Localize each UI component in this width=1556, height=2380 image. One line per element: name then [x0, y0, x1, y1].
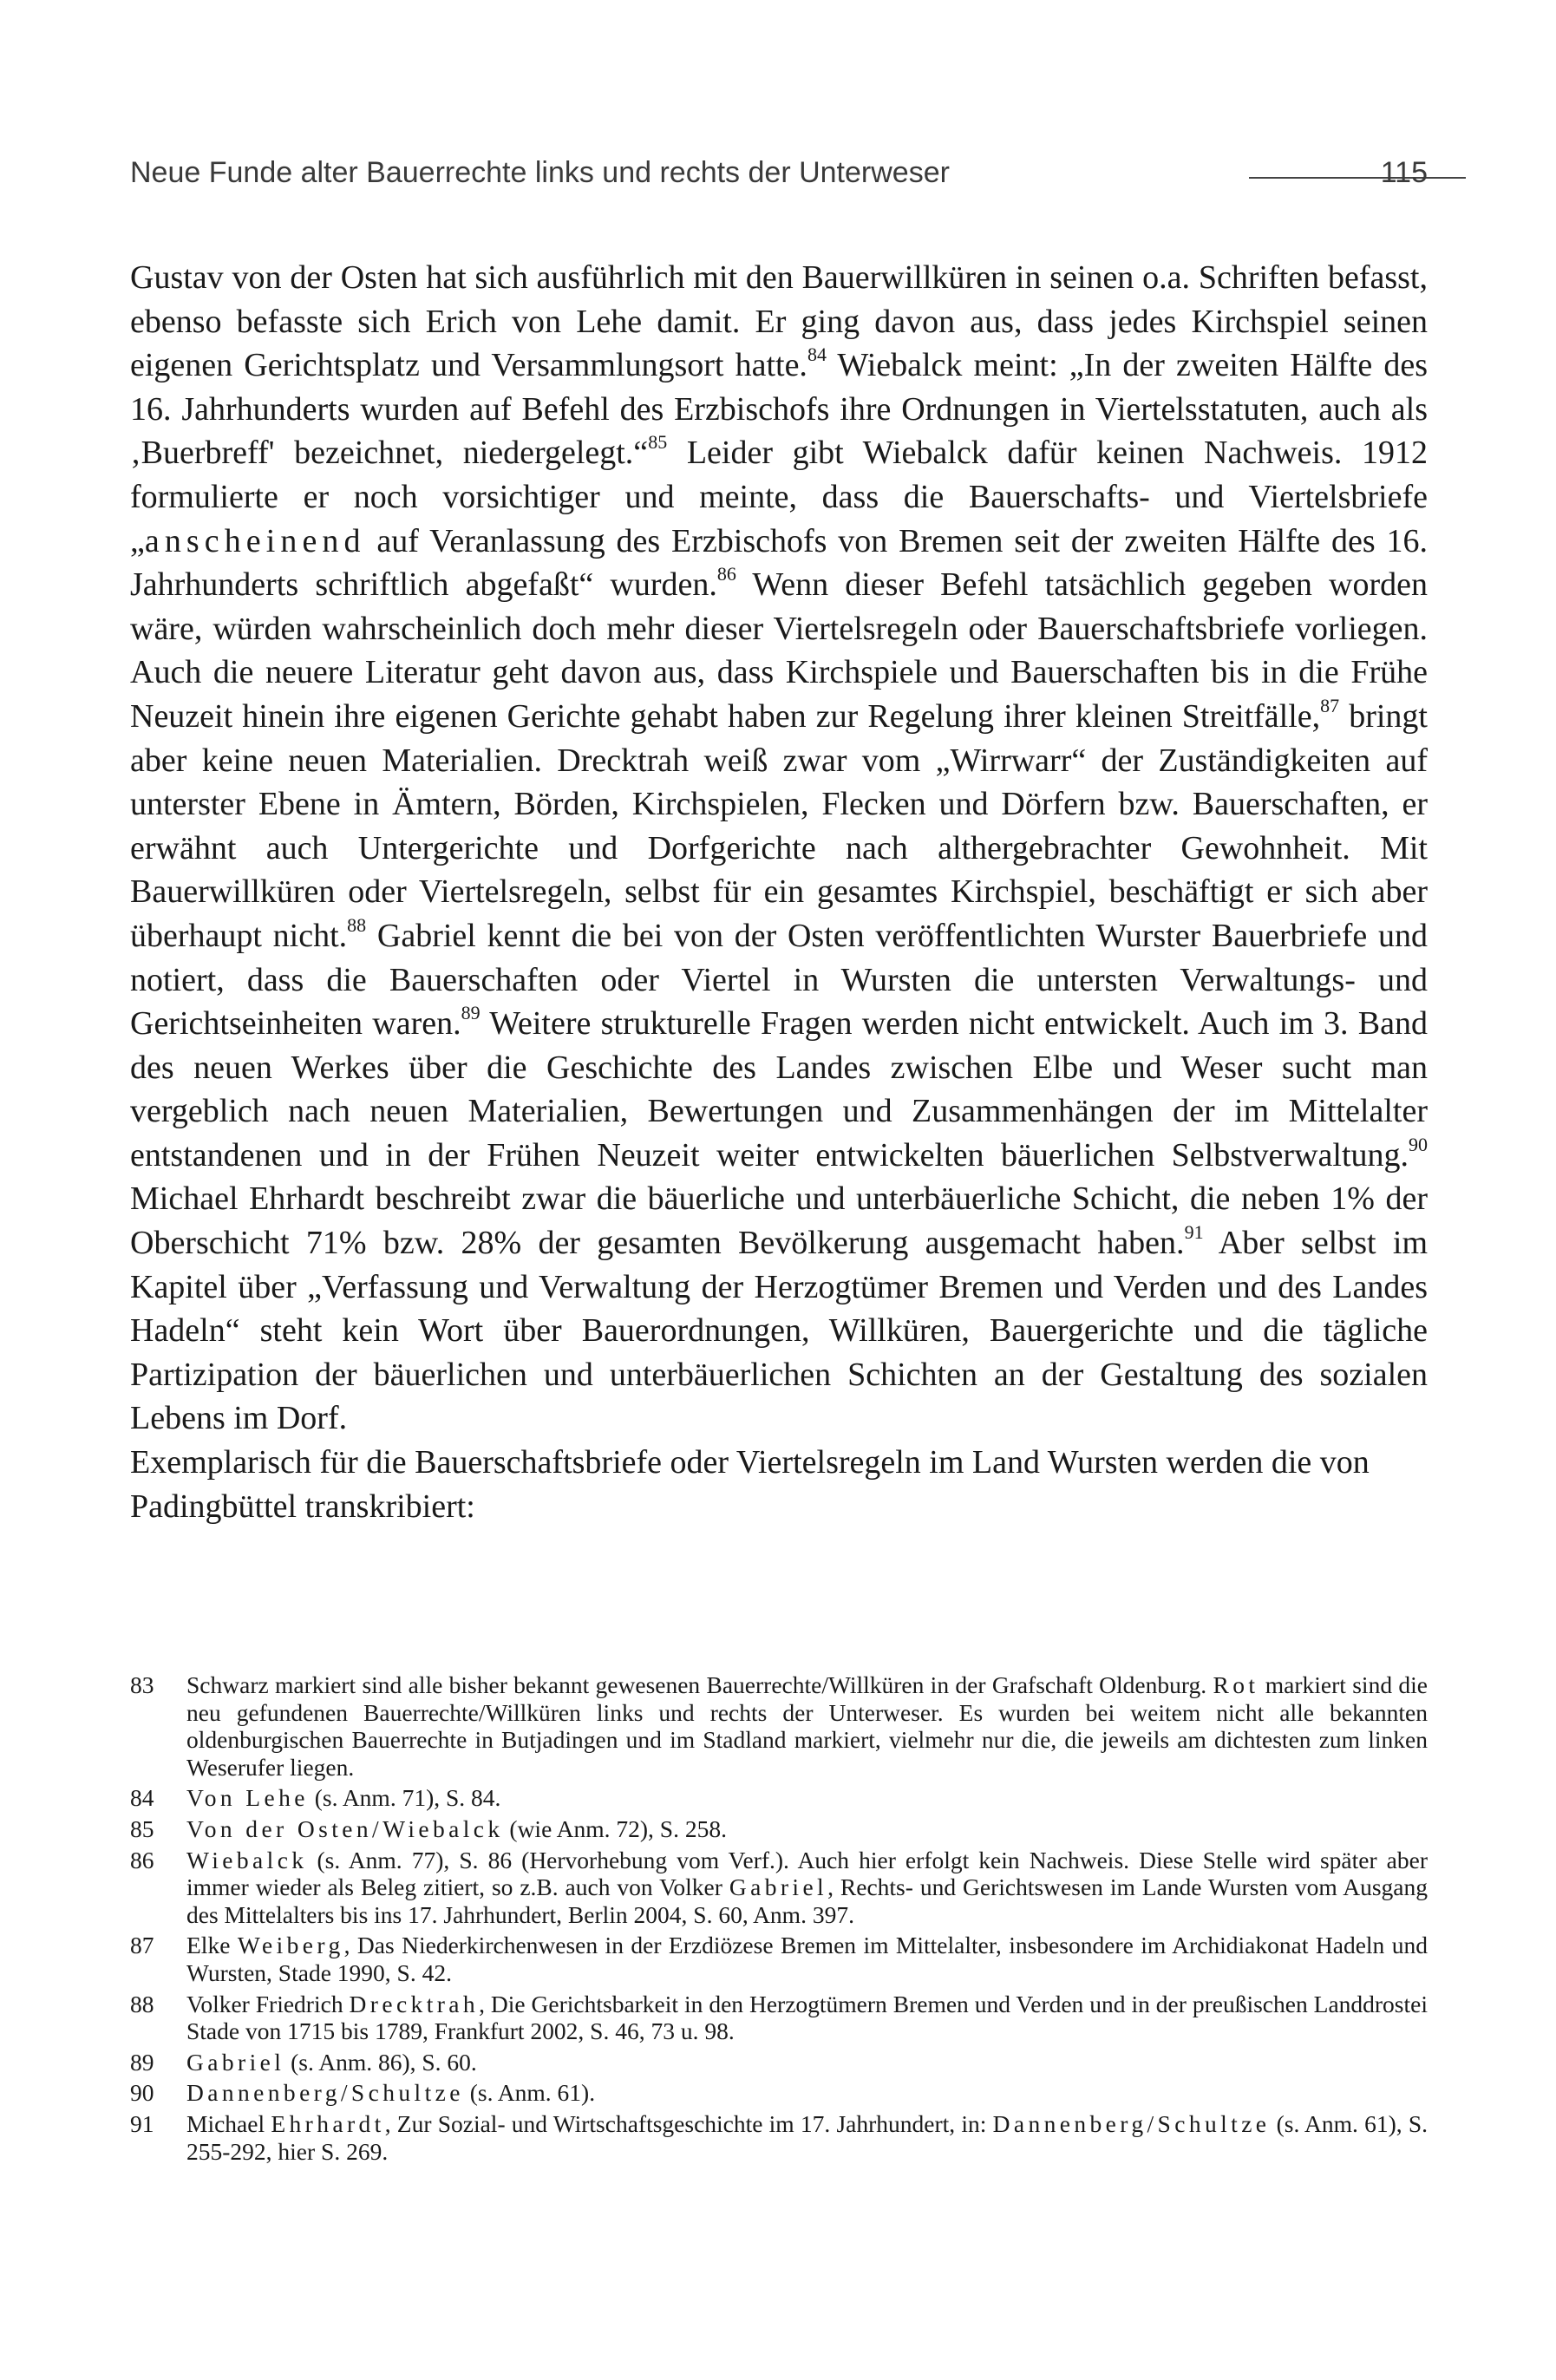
footnote-text-run: Volker Friedrich [186, 1990, 350, 2017]
emphasis-spaced: anscheinend [144, 522, 366, 559]
running-head-title: Neue Funde alter Bauerrechte links und rechts der Unterweser [130, 156, 950, 189]
footnote-text-run: Michael [186, 2109, 271, 2137]
footnote-text-run: (s. Anm. 77), S. 86 (Hervorhebung vom Verf.). Auch hier erfolgt kein Nachweis. Diese Stelle wird später aber immer wieder als Beleg zitiert, so z.B. auch von Volker [186, 1846, 1428, 1901]
footnote-text-run: (s. Anm. 61), S. 255-292, hier S. 269. [186, 2109, 1429, 2165]
footnote-number: 90 [130, 2079, 154, 2107]
footnote-text-run: , Die Gerichtsbarkeit in den Herzogtümern Bremen und Verden und in der preußischen Landdrostei Stade von 1715 bis 1789, Frankfurt 2002, S. 46, 73 u. 98. [186, 1990, 1429, 2045]
author-name-spaced: Dannenberg/Schultze [992, 2109, 1271, 2137]
text-run: Leider gibt Wiebalck dafür keinen Nachweis. 1912 formulierte er noch vorsichtiger und meinte, dass die Bauerschafts- und Viertelsbriefe „ [130, 435, 1428, 559]
footnote-text [186, 1671, 1428, 1781]
author-name-spaced: Wiebalck [186, 1846, 308, 1873]
footnote [130, 1991, 1428, 2045]
page-number: 115 [1380, 156, 1428, 189]
footnote [130, 2049, 1428, 2076]
footnote-text [186, 2079, 1428, 2107]
footnote-number: 87 [130, 1932, 154, 1959]
text-run: Michael Ehrhardt beschreibt zwar die bäuerliche und unterbäuerliche Schicht, die neben 1% der Oberschicht 71% bzw. 28% der gesamten Bevölkerung ausgemacht haben. [130, 1180, 1428, 1262]
footnote-text [186, 1847, 1428, 1929]
author-name-spaced: Gabriel [729, 1873, 828, 1901]
text-run: Wiebalck meint: „In der zweiten Hälfte des 16. Jahrhunderts wurden auf Befehl des Erzbischofs ihre Ordnungen in Viertelsstatuten, auch als ‚Buerbreff' bezeichnet, niedergelegt.“ [130, 347, 1428, 472]
footnote-number: 86 [130, 1846, 154, 1873]
footnote-ref: 85 [648, 431, 668, 454]
author-name-spaced: Gabriel [186, 2048, 285, 2076]
text-run: Gustav von der Osten hat sich ausführlich mit den Bauerwillküren in seinen o.a. Schriften befasst, ebenso befasste sich Erich von Lehe damit. Er ging davon aus, dass jedes Kirchspiel seinen eigenen Gerichtsplatz und Versammlungsort hatte. [130, 259, 1428, 384]
footnote-text-run: (s. Anm. 71), S. 84. [308, 1784, 501, 1812]
text-run: Aber selbst im Kapitel über „Verfassung und Verwaltung der Herzogtümer Bremen und Verden und des Landes Hadeln“ steht kein Wort über Bauerordnungen, Willküren, Bauergerichte und die tägliche Partizipation der bäuerlichen und unterbäuerlichen Schichten an der Gestaltung des sozialen Lebens im Dorf. [130, 1225, 1428, 1437]
footnotes [130, 1671, 1428, 2168]
footnote [130, 1847, 1428, 1929]
author-name-spaced: Ehrhardt [271, 2109, 385, 2137]
text-run: bringt aber keine neuen Materialien. Drecktrah weiß zwar vom „Wirrwarr“ der Zuständigkeiten auf unterster Ebene in Ämtern, Börden, Kirchspielen, Flecken und Dörfern bzw. Bauerschaften, er erwähnt auch Untergerichte und Dorfgerichte nach althergebrachter Gewohnheit. Mit Bauerwillküren oder Viertelsregeln, selbst für ein gesamtes Kirchspiel, beschäftigt er sich aber überhaupt nicht. [130, 697, 1428, 954]
footnote-number: 83 [130, 1671, 154, 1698]
paragraph [130, 256, 1428, 1441]
footnote [130, 1815, 1428, 1843]
footnote-number: 89 [130, 2048, 154, 2076]
footnote [130, 2110, 1428, 2165]
footnote-ref: 84 [807, 343, 827, 366]
footnote-text-run: (s. Anm. 86), S. 60. [284, 2048, 477, 2076]
author-name-spaced: Von der Osten/Wiebalck [186, 1814, 504, 1842]
footnote [130, 1932, 1428, 1986]
footnote-text-run: Elke [186, 1932, 238, 1959]
footnote-ref: 91 [1184, 1221, 1204, 1244]
footnote-text-run: , Rechts- und Gerichtswesen im Lande Wursten vom Ausgang des Mittelalters bis ins 17. Jahrhundert, Berlin 2004, S. 60, Anm. 397. [186, 1873, 1428, 1928]
author-name-spaced: Drecktrah [349, 1990, 480, 2017]
author-name-spaced: Von Lehe [186, 1784, 309, 1812]
footnote-text [186, 1784, 1428, 1812]
footnote [130, 2079, 1428, 2107]
footnote-ref: 89 [461, 1002, 481, 1024]
footnote-text-run: , Zur Sozial- und Wirtschaftsgeschichte im 17. Jahrhundert, in: [384, 2109, 993, 2137]
footnote-text [186, 1991, 1428, 2045]
text-run: auf Veranlassung des Erzbischofs von Bremen seit der zweiten Hälfte des 16. Jahrhunderts schriftlich abgefaßt“ wurden. [130, 522, 1428, 604]
footnote [130, 1671, 1428, 1781]
footnote-text [186, 1932, 1428, 1986]
text-run: Wenn dieser Befehl tatsächlich gegeben worden wäre, würden wahrscheinlich doch mehr dieser Viertelsregeln oder Bauerschaftsbriefe vorliegen. Auch die neuere Literatur geht davon aus, dass Kirchspiele und Bauerschaften bis in die Frühe Neuzeit hinein ihre eigenen Gerichte gehabt haben zur Regelung ihrer kleinen Streitfälle, [130, 566, 1428, 735]
footnote-ref: 86 [716, 563, 736, 585]
text-run: Weitere strukturelle Fragen werden nicht entwickelt. Auch im 3. Band des neuen Werkes über die Geschichte des Landes zwischen Elbe und Weser sucht man vergeblich nach neuen Materialien, Bewertungen und Zusammenhängen der im Mittelalter entstandenen und in der Frühen Neuzeit weiter entwickelten bäuerlichen Selbstverwaltung. [130, 1005, 1428, 1174]
footnote-number: 85 [130, 1814, 154, 1842]
footnote-number: 84 [130, 1784, 154, 1812]
footnote-text [186, 1815, 1428, 1843]
footnote-text [186, 2110, 1428, 2165]
footnote-text [186, 2049, 1428, 2076]
author-name-spaced: Weiberg [237, 1932, 344, 1959]
author-name-spaced: Rot [1213, 1671, 1259, 1698]
author-name-spaced: Dannenberg/Schultze [186, 2079, 464, 2107]
footnote-text-run: (s. Anm. 61). [463, 2079, 596, 2107]
footnote-ref: 88 [347, 913, 367, 936]
main-text [130, 256, 1428, 1528]
footnote [130, 1784, 1428, 1812]
running-head-rule [1249, 177, 1466, 179]
paragraph: Exemplarisch für die Bauerschaftsbriefe oder Viertelsregeln im Land Wursten werden die von Padingbüttel transkribiert: [130, 1444, 1370, 1525]
footnote-text-run: markiert sind die neu gefundenen Bauerrechte/Willküren links und rechts der Unterweser. Es wurden bei weitem nicht alle bekannten oldenburgischen Bauerrechte in Butjadingen und im Stadland markiert, vielmehr nur die, die jeweils am dichtesten zum linken Weserufer liegen. [186, 1671, 1428, 1781]
footnote-ref: 90 [1409, 1133, 1428, 1155]
footnote-number: 88 [130, 1990, 154, 2017]
footnote-text-run: , Das Niederkirchenwesen in der Erzdiözese Bremen im Mittelalter, insbesondere im Archidiakonat Hadeln und Wursten, Stade 1990, S. 42. [186, 1932, 1428, 1986]
running-head [128, 156, 1428, 199]
footnote-text-run: Schwarz markiert sind alle bisher bekannt gewesenen Bauerrechte/Willküren in der Grafschaft Oldenburg. [186, 1671, 1213, 1698]
footnote-ref: 87 [1320, 694, 1340, 716]
footnote-text-run: (wie Anm. 72), S. 258. [503, 1814, 727, 1842]
footnote-number: 91 [130, 2109, 154, 2137]
text-run: Gabriel kennt die bei von der Osten veröffentlichten Wurster Bauerbriefe und notiert, dass die Bauerschaften oder Viertel in Wursten die untersten Verwaltungs- und Gerichtseinheiten waren. [130, 917, 1428, 1043]
